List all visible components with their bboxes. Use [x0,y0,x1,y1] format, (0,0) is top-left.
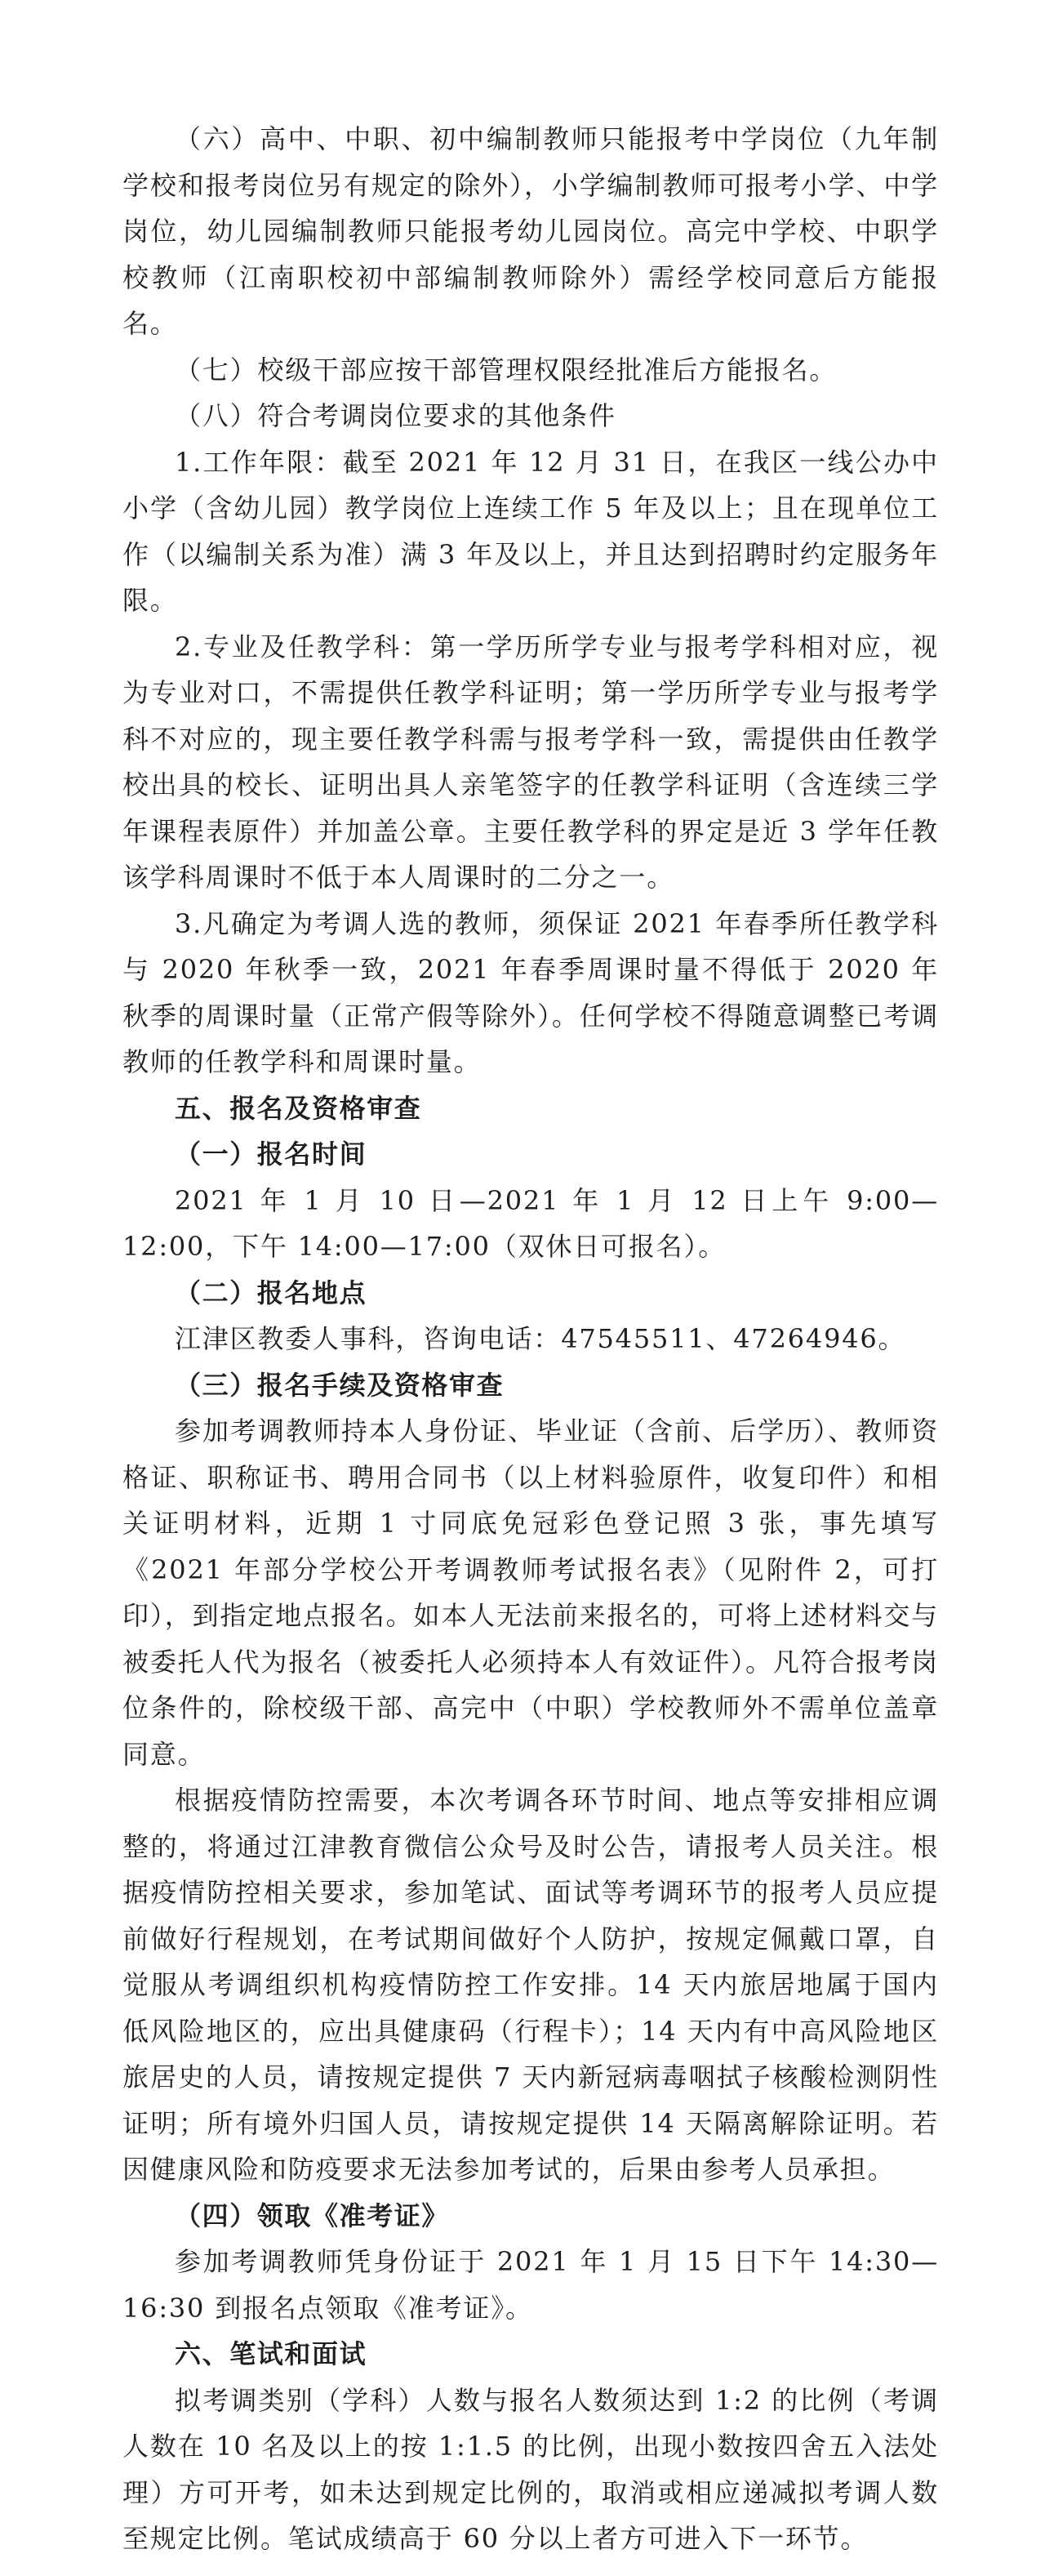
paragraph-epidemic-control: 根据疫情防控需要，本次考调各环节时间、地点等安排相应调整的，将通过江津教育微信公众号及时公告，请报考人员关注。根据疫情防控相关要求，参加笔试、面试等考调环节的报考人员应提前做好行程规划，在考试期间做好个人防护，按规定佩戴口罩，自觉服从考调组织机构疫情防控工作安排。14 天内旅居地属于国内低风险地区的，应出具健康码（行程卡）；14 天内有中高风险地区旅居史的人员，请按规定提供 7 天内新冠病毒咽拭子核酸检测阴性证明；所有境外归国人员，请按规定提供 14 天隔离解除证明。若因健康风险和防疫要求无法参加考试的，后果由参考人员承担。 [122,1785,939,2185]
subheading-registration-procedure: （三）报名手续及资格审查 [175,1369,505,1401]
paragraph-item-7-cadres: （七）校级干部应按干部管理权限经批准后方能报名。 [175,354,838,386]
section-heading-registration: 五、报名及资格审查 [175,1092,422,1124]
subheading-registration-time: （一）报名时间 [175,1139,367,1170]
subheading-registration-place: （二）报名地点 [175,1277,367,1308]
paragraph-major-subject: 2.专业及任教学科：第一学历所学专业与报考学科相对应，视为专业对口，不需提供任教学科证明；第一学历所学专业与报考学科不对应的，现主要任教学科需与报考学科一致，需提供由任教学校出具的校长、证明出具人亲笔签字的任教学科证明（含连续三学年课程表原件）并加盖公章。主要任教学科的界定是近 3 学年任教该学科周课时不低于本人周课时的二分之一。 [122,631,939,893]
paragraph-registration-time: 2021 年 1 月 10 日—2021 年 1 月 12 日上午 9:00—12:00，下午 14:00—17:00（双休日可报名）。 [122,1184,939,1262]
paragraph-admission-ticket: 参加考调教师凭身份证于 2021 年 1 月 15 日下午 14:30—16:30 到报名点领取《准考证》。 [122,2246,939,2324]
paragraph-item-6-local-staff: （六）高中、中职、初中编制教师只能报考中学岗位（九年制学校和报考岗位另有规定的除外），小学编制教师可报考小学、中学岗位，幼儿园编制教师只能报考幼儿园岗位。高完中学校、中职学校教师（江南职校初中部编制教师除外）需经学校同意后方能报名。 [122,123,939,339]
paragraph-item-8-other: （八）符合考调岗位要求的其他条件 [175,400,616,431]
section-heading-exams: 六、笔试和面试 [175,2338,367,2369]
paragraph-registration-place: 江津区教委人事科，咨询电话：47545511、47264946。 [175,1323,906,1354]
paragraph-candidate-guarantee: 3.凡确定为考调人选的教师，须保证 2021 年春季所任教学科与 2020 年秋季一致，2021 年春季周课时量不得低于 2020 年秋季的周课时量（正常产假等除外）。任何学校不得随意调整已考调教师的任教学科和周课时量。 [122,907,939,1077]
paragraph-registration-materials: 参加考调教师持本人身份证、毕业证（含前、后学历）、教师资格证、职称证书、聘用合同书（以上材料验原件，收复印件）和相关证明材料，近期 1 寸同底免冠彩色登记照 3 张，事先填写《2021 年部分学校公开考调教师考试报名表》（见附件 2，可打印），到指定地点报名。如本人无法前来报名的，可将上述材料交与被委托人代为报名（被委托人必须持本人有效证件）。凡符合报考岗位条件的，除校级干部、高完中（中职）学校教师外不需单位盖章同意。 [122,1415,939,1770]
paragraph-exam-ratio: 拟考调类别（学科）人数与报名人数须达到 1:2 的比例（考调人数在 10 名及以上的按 1:1.5 的比例，出现小数按四舍五入法处理）方可开考，如未达到规定比例的，取消或相应递减拟考调人数至规定比例。笔试成绩高于 60 分以上者方可进入下一环节。 [122,2384,939,2554]
paragraph-work-years: 1.工作年限：截至 2021 年 12 月 31 日，在我区一线公办中小学（含幼儿园）教学岗位上连续工作 5 年及以上；且在现单位工作（以编制关系为准）满 3 年及以上，并且达到招聘时约定服务年限。 [122,446,939,616]
document-body [122,116,939,2562]
subheading-admission-ticket: （四）领取《准考证》 [175,2199,450,2231]
